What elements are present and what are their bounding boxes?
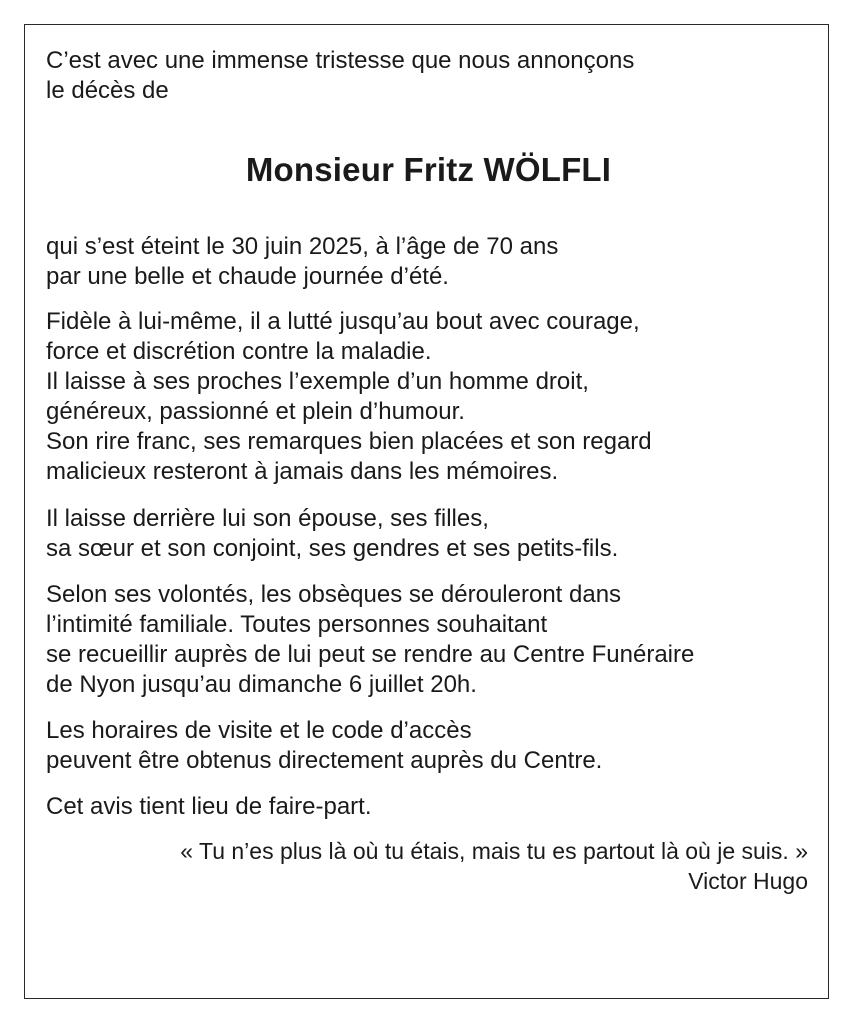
paragraph-family bbox=[46, 504, 811, 564]
intro-line: C’est avec une immense tristesse que nous annonçons bbox=[46, 47, 635, 74]
paragraph-funeral bbox=[46, 580, 811, 700]
paragraph-tribute bbox=[46, 307, 811, 487]
text-line: de Nyon jusqu’au dimanche 6 juillet 20h. bbox=[46, 671, 477, 698]
text-line: peuvent être obtenus directement auprès du Centre. bbox=[46, 747, 603, 774]
intro-text bbox=[46, 46, 811, 106]
intro-line: le décès de bbox=[46, 77, 169, 104]
text-line: Son rire franc, ses remarques bien placées et son regard bbox=[46, 428, 652, 455]
text-line: Cet avis tient lieu de faire-part. bbox=[46, 793, 372, 820]
text-line: Selon ses volontés, les obsèques se dérouleront dans bbox=[46, 581, 622, 608]
text-line: l’intimité familiale. Toutes personnes souhaitant bbox=[46, 611, 548, 638]
quote-author: Victor Hugo bbox=[688, 868, 808, 894]
text-line: par une belle et chaude journée d’été. bbox=[46, 263, 449, 290]
text-line: généreux, passionné et plein d’humour. bbox=[46, 398, 465, 425]
quote-block bbox=[46, 836, 808, 896]
text-line: malicieux resteront à jamais dans les mémoires. bbox=[46, 458, 559, 485]
text-line: Il laisse à ses proches l’exemple d’un homme droit, bbox=[46, 368, 589, 395]
paragraph-visiting-hours bbox=[46, 716, 811, 776]
text-line: se recueillir auprès de lui peut se rendre au Centre Funéraire bbox=[46, 641, 695, 668]
text-line: Fidèle à lui-même, il a lutté jusqu’au bout avec courage, bbox=[46, 308, 640, 335]
text-line: sa sœur et son conjoint, ses gendres et ses petits-fils. bbox=[46, 535, 619, 562]
paragraph-death-date bbox=[46, 232, 811, 292]
quote-text: « Tu n’es plus là où tu étais, mais tu es partout là où je suis. » bbox=[180, 838, 808, 864]
deceased-name: Monsieur Fritz WÖLFLI bbox=[245, 151, 612, 188]
text-line: force et discrétion contre la maladie. bbox=[46, 338, 432, 365]
text-line: Les horaires de visite et le code d’accès bbox=[46, 717, 472, 744]
text-line: qui s’est éteint le 30 juin 2025, à l’âge de 70 ans bbox=[46, 233, 559, 260]
obituary-notice bbox=[46, 46, 811, 896]
text-line: Il laisse derrière lui son épouse, ses filles, bbox=[46, 505, 489, 532]
paragraph-notice bbox=[46, 792, 811, 822]
